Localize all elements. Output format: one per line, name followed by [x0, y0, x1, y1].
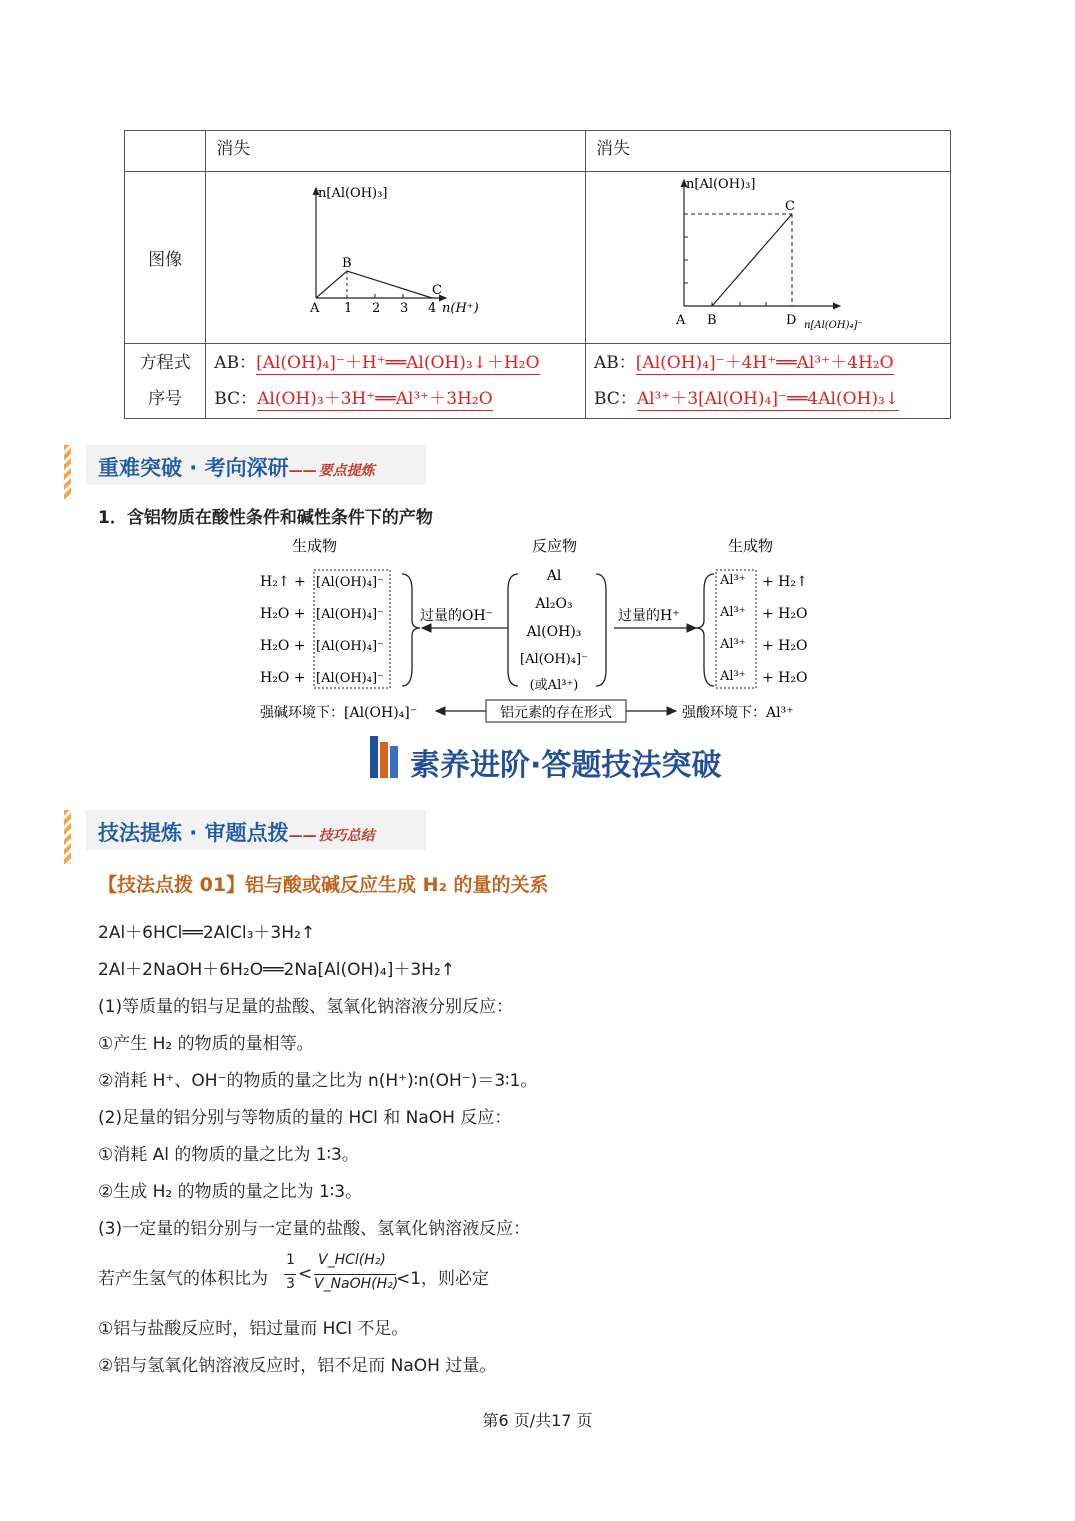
mid-row-3: Al(OH)₃ [526, 624, 582, 640]
left-row-2-box: [Al(OH)₄]⁻ [316, 607, 384, 622]
left-ab-equation: [Al(OH)₄]⁻＋H⁺══Al(OH)₃↓＋H₂O [256, 353, 540, 373]
right-row-4-post: + H₂O [762, 670, 808, 686]
right-graph [586, 172, 950, 338]
right-header: 生成物 [728, 537, 774, 555]
section-title: 技法提炼 · 审题点拨 [98, 821, 289, 845]
left-tick-3: 3 [400, 301, 409, 316]
point-heading: 1．含铝物质在酸性条件和碱性条件下的产物 [98, 508, 433, 528]
aluminum-forms-diagram [250, 530, 830, 730]
left-header: 生成物 [292, 537, 338, 555]
right-equations-cell [586, 344, 951, 419]
label-number: 序号 [148, 389, 183, 409]
right-row-3-box: Al³⁺ [720, 637, 746, 652]
frac2-den: V_NaOH(H₂) [314, 1276, 399, 1292]
frac1-num: 1 [286, 1252, 295, 1268]
text-line-7: (3)一定量的铝分别与一定量的盐酸、氢氧化钠溶液反应： [98, 1219, 531, 1239]
left-row-2-pre: H₂O + [260, 606, 306, 622]
text-line-5: ①消耗 Al 的物质的量之比为 1∶3。 [98, 1145, 359, 1165]
ratio-lt: < [298, 1264, 313, 1284]
mid-header: 反应物 [532, 537, 578, 555]
left-brace [402, 574, 420, 686]
ratio-prefix: 若产生氢气的体积比为 [98, 1269, 268, 1289]
left-row-4-box: [Al(OH)₄]⁻ [316, 671, 384, 686]
section-subtitle: 要点提炼 [318, 463, 375, 479]
label-equation: 方程式 [139, 353, 191, 373]
right-curve [712, 214, 792, 306]
section-header-techniques: 技法提炼 · 审题点拨—— 技巧总结 [64, 810, 424, 854]
right-row-1-post: + H₂↑ [762, 574, 808, 590]
left-tick-4: 4 [428, 301, 437, 316]
left-point-b: B [342, 256, 352, 271]
banner-title: 素养进阶·答题技法突破 [410, 748, 722, 783]
right-graph-cell [586, 172, 951, 344]
mid-row-4: [Al(OH)₄]⁻ [520, 652, 588, 667]
table-cell-left-disappear: 消失 [206, 131, 586, 172]
text-line-8: ①铝与盐酸反应时，铝过量而 HCl 不足。 [98, 1319, 409, 1339]
right-point-a: A [676, 313, 686, 328]
section-title: 重难突破 · 考向深研 [98, 456, 289, 480]
right-arrow-label: 过量的H⁺ [618, 608, 680, 624]
table-cell-empty [125, 131, 206, 172]
right-ab-label: AB： [594, 353, 636, 373]
right-row-2-box: Al³⁺ [720, 605, 746, 620]
left-row-3-box: [Al(OH)₄]⁻ [316, 639, 384, 654]
section-stripe-icon [64, 445, 71, 499]
section-header-key-points: 重难突破 · 考向深研—— 要点提炼 [64, 445, 424, 489]
frac2-num: V_HCl(H₂) [318, 1252, 386, 1268]
right-bc-label: BC： [594, 389, 637, 409]
frac1-den: 3 [286, 1276, 295, 1292]
left-bc-label: BC： [214, 389, 258, 409]
bottom-left-label: 强碱环境下：[Al(OH)₄]⁻ [260, 705, 418, 721]
page-footer: 第6 页/共17 页 [482, 1411, 593, 1430]
right-bc-equation: Al³⁺＋3[Al(OH)₄]⁻══4Al(OH)₃↓ [636, 389, 900, 409]
table-label-equation [125, 344, 206, 419]
left-curve [316, 271, 432, 298]
left-row-4-pre: H₂O + [260, 670, 306, 686]
left-point-c: C [432, 283, 443, 298]
mid-row-1: Al [546, 568, 562, 584]
text-line-2: ①产生 H₂ 的物质的量相等。 [98, 1034, 314, 1054]
left-tick-2: 2 [372, 301, 381, 316]
books-icon [370, 736, 410, 780]
ratio-suffix: <1，则必定 [396, 1269, 490, 1289]
text-line-4: (2)足量的铝分别与等物质的量的 HCl 和 NaOH 反应： [98, 1108, 512, 1128]
equation-naoh: 2Al＋2NaOH＋6H₂O══2Na[Al(OH)₄]＋3H₂↑ [98, 960, 456, 980]
left-graph [206, 172, 574, 338]
left-row-1-pre: H₂↑ + [260, 574, 306, 590]
left-row-3-pre: H₂O + [260, 638, 306, 654]
bottom-mid-label: 铝元素的存在形式 [500, 705, 612, 721]
text-line-6: ②生成 H₂ 的物质的量之比为 1∶3。 [98, 1182, 363, 1202]
left-row-1-box: [Al(OH)₄]⁻ [316, 575, 384, 590]
left-graph-cell [206, 172, 586, 344]
tip-title: 【技法点拨 01】铝与酸或碱反应生成 H₂ 的量的关系 [98, 874, 549, 896]
right-row-1-box: Al³⁺ [720, 573, 746, 588]
right-brace [696, 574, 714, 686]
left-tick-1: 1 [344, 301, 353, 316]
table-label-graph: 图像 [125, 172, 206, 344]
section-stripe-icon [64, 810, 71, 864]
right-ab-equation: [Al(OH)₄]⁻＋4H⁺══Al³⁺＋4H₂O [635, 353, 894, 373]
bottom-right-label: 强酸环境下：Al³⁺ [682, 705, 794, 721]
right-row-4-box: Al³⁺ [720, 669, 746, 684]
right-row-3-post: + H₂O [762, 638, 808, 654]
text-line-1: (1)等质量的铝与足量的盐酸、氢氧化钠溶液分别反应： [98, 997, 514, 1017]
right-y-label: n[Al(OH)₃] [686, 177, 756, 192]
text-line-9: ②铝与氢氧化钠溶液反应时，铝不足而 NaOH 过量。 [98, 1356, 497, 1376]
mid-row-5: (或Al³⁺) [529, 678, 579, 693]
right-point-d: D [786, 313, 797, 328]
left-ab-label: AB： [214, 353, 257, 373]
left-equations-cell [206, 344, 586, 419]
equation-hcl: 2Al＋6HCl══2AlCl₃＋3H₂↑ [98, 923, 316, 943]
text-line-3: ②消耗 H⁺、OH⁻的物质的量之比为 n(H⁺)∶n(OH⁻)＝3∶1。 [98, 1071, 538, 1091]
left-y-label: n[Al(OH)₃] [318, 186, 388, 201]
right-point-c: C [785, 199, 795, 214]
left-point-a: A [310, 301, 320, 316]
right-point-b: B [707, 313, 717, 328]
comparison-table [124, 130, 951, 419]
left-arrow-label: 过量的OH⁻ [420, 608, 494, 624]
right-x-label: n[Al(OH)₄]⁻ [804, 320, 863, 331]
left-bc-equation: Al(OH)₃＋3H⁺══Al³⁺＋3H₂O [257, 389, 493, 409]
table-cell-right-disappear: 消失 [586, 131, 951, 172]
left-x-label: n(H⁺) [442, 301, 480, 316]
section-subtitle: 技巧总结 [318, 828, 375, 844]
right-row-2-post: + H₂O [762, 606, 808, 622]
mid-row-2: Al₂O₃ [535, 596, 573, 612]
